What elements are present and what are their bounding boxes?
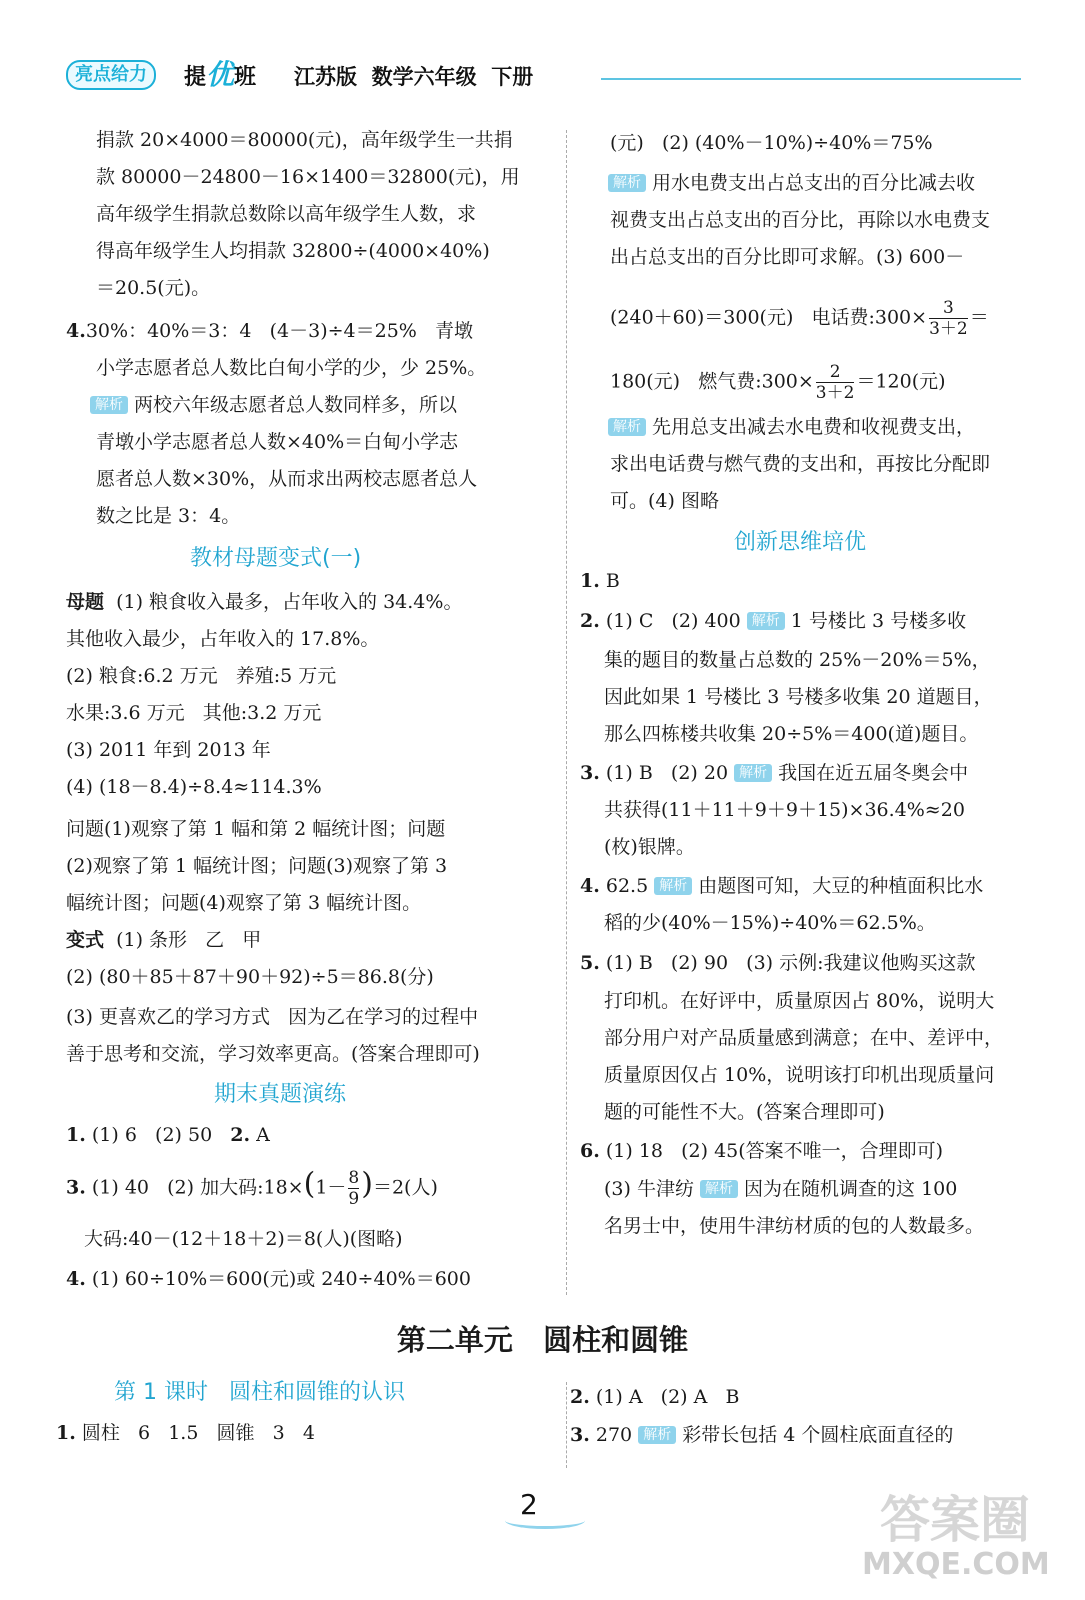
text-line: 善于思考和交流，学习效率更高。(答案合理即可) <box>66 1043 480 1065</box>
page-number-arc <box>505 1512 585 1529</box>
text-line: 捐款 20×4000＝80000(元)，高年级学生一共捐 <box>96 129 513 151</box>
text-line: 水果:3.6 万元 其他:3.2 万元 <box>66 702 322 724</box>
text-line: (2) (80＋85＋87＋90＋92)÷5＝86.8(分) <box>66 966 434 988</box>
text-line: 可。(4) 图略 <box>610 490 719 512</box>
analysis-tag: 解析 <box>638 1426 676 1444</box>
analysis-line: 解析 先用总支出减去水电费和收视费支出， <box>608 414 975 440</box>
unit-title: 第二单元 圆柱和圆锥 <box>396 1323 689 1357</box>
text-line: 题的可能性不大。(答案合理即可) <box>604 1101 885 1123</box>
phone-fee-line: (240＋60)＝300(元) 电话费:300× $\frac{3}{3+2}$ ＝ <box>610 298 989 339</box>
brand-name: 提优班 <box>184 58 257 91</box>
text-line: 高年级学生捐款总数除以高年级学生人数，求 <box>96 203 477 225</box>
text-line: 打印机。在好评中，质量原因占 80%，说明大 <box>604 990 995 1012</box>
page-number: 2 <box>520 1488 538 1521</box>
text-line: 幅统计图；问题(4)观察了第 3 幅统计图。 <box>66 892 422 914</box>
text-line: (2)观察了第 1 幅统计图；问题(3)观察了第 3 <box>66 855 448 877</box>
watermark-url: MXQE.COM <box>862 1547 1050 1582</box>
innovation-q2: 2. (1) C (2) 400 解析 1 号楼比 3 号楼多收 <box>580 610 967 632</box>
variant-question: 变式 (1) 条形 乙 甲 <box>66 929 262 951</box>
text-line: 小学志愿者总人数比白甸小学的少，少 25%。 <box>96 357 487 379</box>
analysis-tag: 解析 <box>700 1180 738 1198</box>
text-line: 问题(1)观察了第 1 幅和第 2 幅统计图；问题 <box>66 818 446 840</box>
section-title: 教材母题变式(一) <box>190 546 362 571</box>
text-line: (4) (18－8.4)÷8.4≈114.3% <box>66 776 322 798</box>
book-meta: 江苏版 数学六年级 下册 <box>294 65 534 89</box>
page-header <box>66 58 1066 98</box>
innovation-q4: 4. 62.5 解析 由题图可知，大豆的种植面积比水 <box>580 875 984 897</box>
text-line: 集的题目的数量占总数的 25%－20%＝5%， <box>604 649 991 671</box>
fraction: $\frac{8}{9}$ <box>348 1168 360 1209</box>
exam-q3: 3. (1) 40 (2) 加大码:18×(1－ $\frac{8}{9}$ )＝2(人) <box>66 1166 438 1209</box>
analysis-tag: 解析 <box>90 396 128 414</box>
mother-question: 母题 (1) 粮食收入最多，占年收入的 34.4%。 <box>66 591 463 613</box>
header-rule <box>601 78 1021 80</box>
text-line: 稻的少(40%－15%)÷40%＝62.5%。 <box>604 912 936 934</box>
analysis-tag: 解析 <box>734 764 772 782</box>
text-line: 款 80000－24800－16×1400＝32800(元)，用 <box>96 166 520 188</box>
innovation-q5: 5. (1) B (2) 90 (3) 示例:我建议他购买这款 <box>580 952 976 974</box>
innovation-q6: 6. (1) 18 (2) 45(答案不唯一，合理即可) <box>580 1140 944 1162</box>
fraction: $\frac{2}{3+2}$ <box>815 362 855 403</box>
text-line: 质量原因仅占 10%，说明该打印机出现质量问 <box>604 1064 995 1086</box>
fraction: $\frac{3}{3+2}$ <box>929 298 968 339</box>
text-line: ＝20.5(元)。 <box>96 277 211 299</box>
analysis-line: 解析 两校六年级志愿者总人数同样多，所以 <box>90 392 457 418</box>
watermark: 答案圈 <box>880 1491 1030 1549</box>
text-line: 因此如果 1 号楼比 3 号楼多收集 20 道题目， <box>604 686 993 708</box>
brand-badge: 亮点给力 <box>66 60 156 90</box>
text-line: 得高年级学生人均捐款 32800÷(4000×40%) <box>96 240 490 262</box>
exam-q4: 4. (1) 60÷10%＝600(元)或 240÷40%＝600 <box>66 1268 471 1290</box>
innovation-q3: 3. (1) B (2) 20 解析 我国在近五届冬奥会中 <box>580 762 969 784</box>
text-line: 其他收入最少，占年收入的 17.8%。 <box>66 628 380 650</box>
text-line: 求出电话费与燃气费的支出和，再按比分配即 <box>610 453 991 475</box>
text-line: (3) 更喜欢乙的学习方式 因为乙在学习的过程中 <box>66 1006 479 1028</box>
section-title: 创新思维培优 <box>734 530 867 555</box>
text-line: 那么四栋楼共收集 20÷5%＝400(道)题目。 <box>604 723 979 745</box>
text-line: 数之比是 3：4。 <box>96 505 241 527</box>
text-line: (元) (2) (40%－10%)÷40%＝75% <box>610 132 933 154</box>
analysis-tag: 解析 <box>654 877 692 895</box>
unit-q2: 2. (1) A (2) A B <box>570 1386 740 1408</box>
text-line: 大码:40－(12＋18＋2)＝8(人)(图略) <box>84 1228 403 1250</box>
question-4: 4.30%：40%＝3：4 (4－3)÷4＝25% 青墩 <box>66 320 473 342</box>
text-line: 出占总支出的百分比即可求解。(3) 600－ <box>610 246 965 268</box>
lesson-title: 第 1 课时 圆柱和圆锥的认识 <box>114 1380 405 1405</box>
section-title: 期末真题演练 <box>214 1082 347 1107</box>
text-line: 视费支出占总支出的百分比，再除以水电费支 <box>610 209 991 231</box>
column-divider <box>566 1382 567 1468</box>
text-line: (枚)银牌。 <box>604 836 695 858</box>
text-line: 青墩小学志愿者总人数×40%＝白甸小学志 <box>96 431 459 453</box>
text-line: 名男士中，使用牛津纺材质的包的人数最多。 <box>604 1215 985 1237</box>
text-line: (3) 2011 年到 2013 年 <box>66 739 271 761</box>
analysis-tag: 解析 <box>608 418 646 436</box>
column-divider <box>566 130 567 1295</box>
analysis-tag: 解析 <box>747 612 785 630</box>
text-line: 部分用户对产品质量感到满意；在中、差评中， <box>604 1027 1004 1049</box>
text-line: 愿者总人数×30%，从而求出两校志愿者总人 <box>96 468 478 490</box>
gas-fee-line: 180(元) 燃气费:300× $\frac{2}{3+2}$ ＝120(元) <box>610 362 946 403</box>
innovation-q1: 1. B <box>580 570 620 592</box>
text-line: (2) 粮食:6.2 万元 养殖:5 万元 <box>66 665 337 687</box>
analysis-tag: 解析 <box>608 174 646 192</box>
answer-line: (3) 牛津纺 解析 因为在随机调查的这 100 <box>604 1178 958 1200</box>
unit-q1: 1. 圆柱 6 1.5 圆锥 3 4 <box>56 1422 315 1444</box>
unit-q3: 3. 270 解析 彩带长包括 4 个圆柱底面直径的 <box>570 1424 954 1446</box>
analysis-line: 解析 用水电费支出占总支出的百分比减去收 <box>608 170 975 196</box>
exam-q1-q2: 1. (1) 6 (2) 50 2. A <box>66 1124 270 1146</box>
text-line: 共获得(11＋11＋9＋9＋15)×36.4%≈20 <box>604 799 965 821</box>
